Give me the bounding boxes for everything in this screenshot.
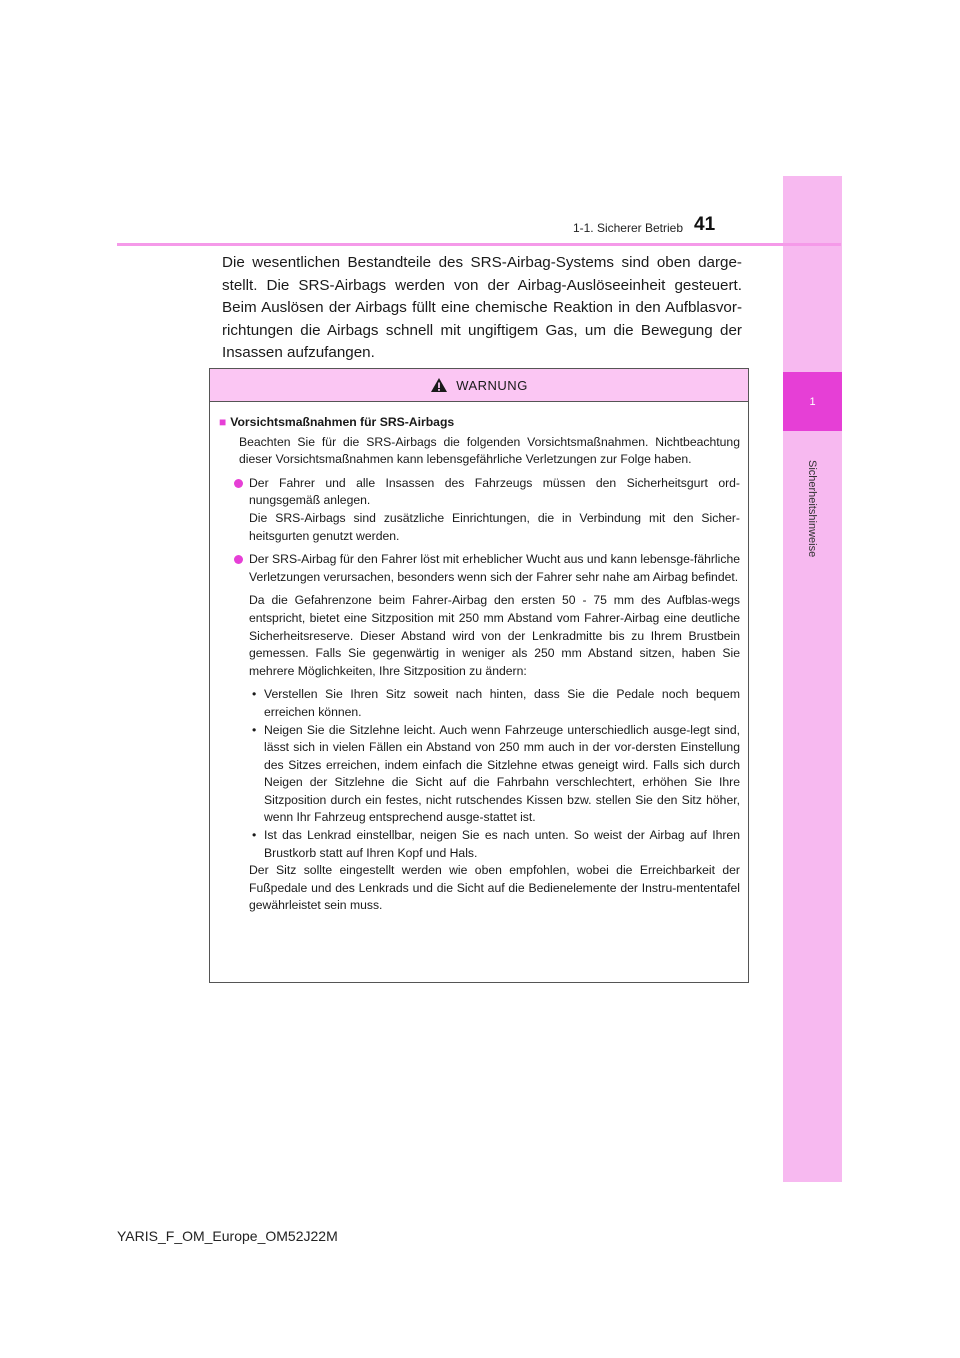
dash-item: • Neigen Sie die Sitzlehne leicht. Auch wenn Fahrzeuge unterschiedlich ausge-legt sind, lässt sich in vielen Fällen ein Abstand von 250 mm auch in der vor-dersten Einstellung des Sitzes erreichen, indem einfach die Sitzlehne etwas geneigt wird. Falls sich durch Neigen der Sitzlehne die Sicht auf die Fahrbahn verschlechtert, erhöhen Sie Ihre Sitzposition durch ein festes, nicht rutschendes Kissen bzw. stellen Sie den Sitz höher, wenn Ihr Fahrzeug entsprechend ausge-stattet ist. [252,722,740,825]
warning-closing: Der Sitz sollte eingestellt werden wie oben empfohlen, wobei die Erreichbarkeit der Fußpedale und des Lenkrads und die Sicht auf die Bedienelemente der Instru-mententafel gewährleistet sein muss. [249,863,740,913]
round-bullet-icon [234,555,243,564]
warning-bullet: Der SRS-Airbag für den Fahrer löst mit erheblicher Wucht aus und kann lebensge-fährliche Verletzungen verursachen, besonders wenn sich der Fahrer sehr nahe am Airbag befindet. [219,551,740,586]
warning-section-heading: ■ Vorsichtsmaßnahmen für SRS-Airbags [219,415,455,429]
intro-paragraph: Die wesentlichen Bestandteile des SRS-Airbag-Systems sind oben darge-stellt. Die SRS-Airbags werden von der Airbag-Auslöseeinheit gesteuert. Beim Auslösen der Airbags füllt eine chemische Reaktion in den Aufblasvor-richtungen die Airbags schnell mit ungiftigem Gas, um die Bewegung der Insassen aufzufangen. [222,254,742,361]
chapter-number-tab[interactable]: 1 [783,372,842,431]
side-tab [783,176,842,1182]
warning-box [209,368,749,983]
document-footer: YARIS_F_OM_Europe_OM52J22M [117,1228,338,1244]
warning-title: WARNUNG [456,377,528,393]
warning-body [210,402,748,915]
dash-item: • Verstellen Sie Ihren Sitz soweit nach hinten, dass Sie die Pedale noch bequem erreichen können. [252,687,740,719]
warning-bullet: Der Fahrer und alle Insassen des Fahrzeugs müssen den Sicherheitsgurt ord-nungsgemäß anlegen. Die SRS-Airbags sind zusätzliche Einrichtungen, die in Verbindung mit den Sicher-heitsgurten genutzt werden. [219,475,740,545]
header-rule [117,243,841,246]
warning-triangle-icon [430,377,448,393]
warning-header [210,369,748,402]
dash-item: • Ist das Lenkrad einstellbar, neigen Sie es nach unten. So weist der Airbag auf Ihren Brustkorb statt auf Ihren Kopf und Hals. [252,828,740,860]
page-number: 41 [694,214,716,235]
section-title: 1-1. Sicherer Betrieb [572,221,683,235]
square-bullet-icon: ■ [219,415,227,429]
warning-section-text: Beachten Sie für die SRS-Airbags die folgenden Vorsichtsmaßnahmen. Nichtbeachtung dieser Vorsichtsmaßnahmen kann lebensgefährliche Verletzungen zur Folge haben. [239,434,740,467]
round-bullet-icon [234,479,243,488]
warning-paragraph: Da die Gefahrenzone beim Fahrer-Airbag den ersten 50 - 75 mm des Aufblas-wegs entspricht, bietet eine Sitzposition mit 250 mm Abstand vom Fahrer-Airbag eine deutliche Sicherheitsreserve. Dieser Abstand wird von der Lenkradmitte bis zu Ihrem Brustbein gemessen. Falls Sie gegenwärtig in weniger als 250 mm Abstand sitzen, haben Sie mehrere Möglichkeiten, Ihre Sitzposition zu ändern: [249,593,740,678]
